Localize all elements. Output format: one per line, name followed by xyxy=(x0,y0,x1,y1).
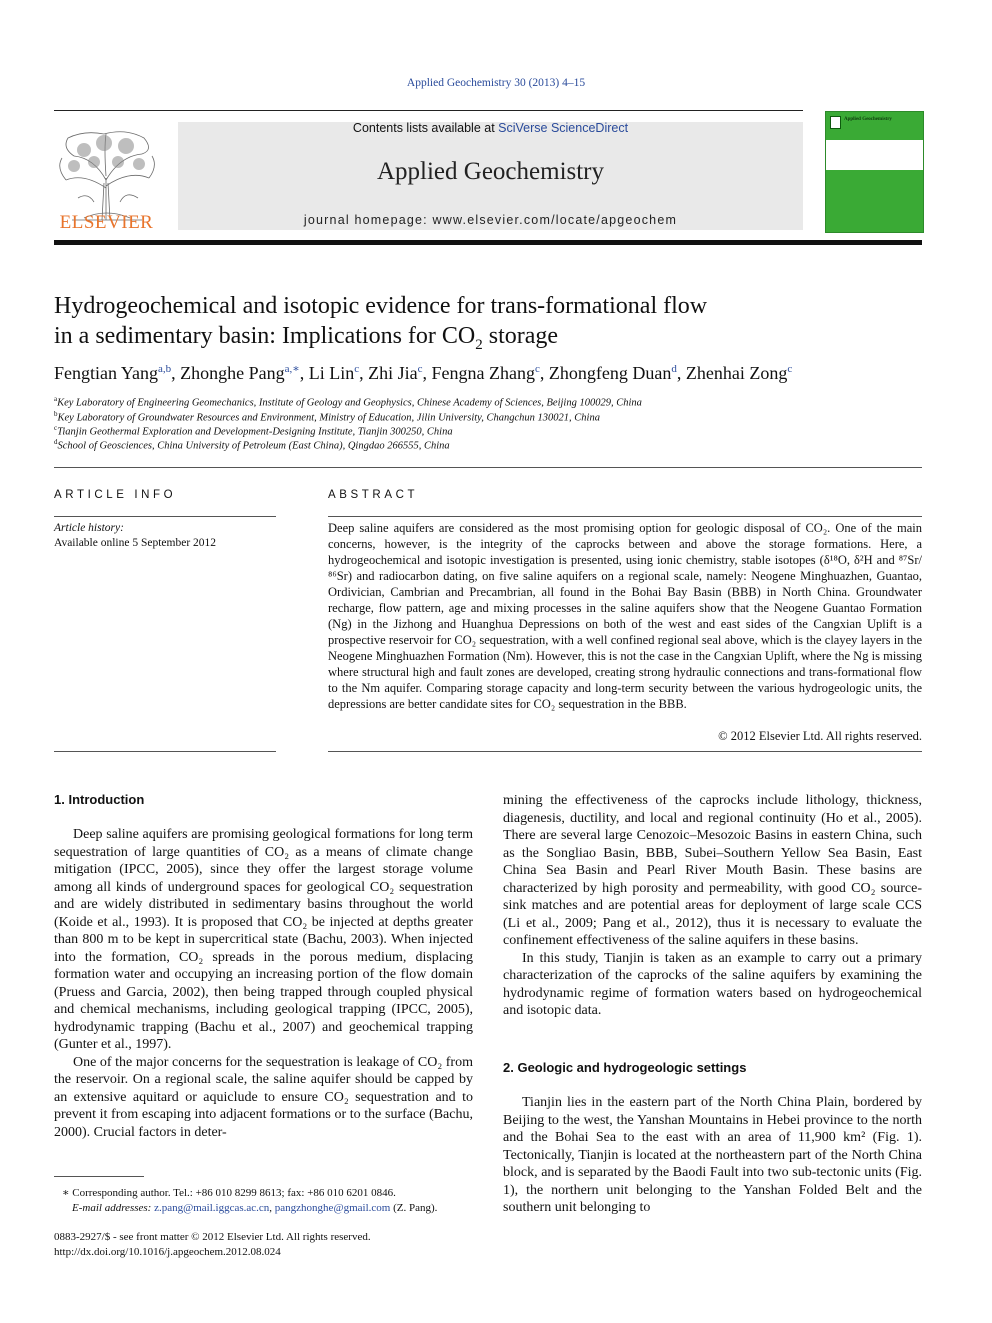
article-info-rule xyxy=(54,516,276,517)
abstract-heading: ABSTRACT xyxy=(328,489,419,501)
paragraph: Deep saline aquifers are promising geological formations for long term sequestration of large quantities of CO₂ as a means of climate change mitigation (IPCC, 2005), since they offer the largest storage volume among all kinds of underground spaces for geological CO₂ sequestration and are widely distributed in sedimentary basins throughout the world (Koide et al., 1993). It is proposed that CO₂ be injected at depths greater than 800 m to be kept in supercritical state (Bachu, 2003). When injected into the formation, CO₂ spreads in the porous medium, displacing formation water and occupying an increasing portion of the flow domain (Pruess and Garcia, 2002), then being trapped through coupled physical and chemical mechanisms, including geological trapping (IPCC, 2005), hydrodynamic trapping (Bachu et al., 2007) and geochemical trapping (Gunter et al., 1997). xyxy=(54,827,473,1052)
author-affiliation-mark[interactable]: c xyxy=(417,363,423,375)
author: Zhi Jia xyxy=(368,363,418,383)
author-affiliation-mark[interactable]: c xyxy=(787,363,793,375)
copyright: © 2012 Elsevier Ltd. All rights reserved. xyxy=(718,729,922,743)
author-affiliation-mark[interactable]: a,b xyxy=(158,363,172,375)
email-link[interactable]: z.pang@mail.iggcas.ac.cn xyxy=(154,1202,270,1214)
abstract-text: Deep saline aquifers are considered as the most promising option for geologic disposal of CO₂. One of the main concerns, however, is the integrity of the caprocks between and above the storage formations. Here, a hydrogeochemical and isotopic investigation is presented, using ionic chemistry, stable isotopes (δ¹⁸O, δ²H and ⁸⁷Sr/⁸⁶Sr) and radiocarbon dating, on five saline aquifers on a regional scale, namely: Neogene Minghuazhen, Guantao, Ordivician, Cambrian and Precambrian, all found in the Bohai Bay Basin (BBB) in North China. Groundwater recharge, flow pattern, age and mixing processes in the saline aquifers show that the Neogene Guantao Formation (Ng) in the Jizhong and Huanghua Depressions on both of the west and east sides of the Cangxian Uplift is a prospective reservoir for CO₂ sequestration, with a well confined regional seal above, which is the clayey layers in the Neogene Minghuazhen Formation (Nm). However, this is not the case in the Cangxian Uplift, where the Ng is missing where structural high and fault zones are developed, creating strong hydraulic connections and trans-formational flow to the Nm aquifer. Comparing storage capacity and long-term security between the various hydrogeologic units, the depressions are better candidate sites for CO₂ sequestration in the BBB. xyxy=(328,521,922,711)
section-2-heading: 2. Geologic and hydrogeologic settings xyxy=(503,1060,747,1075)
cover-band xyxy=(826,140,923,170)
sciencedirect-link[interactable]: SciVerse ScienceDirect xyxy=(498,121,629,135)
author: Li Lin xyxy=(308,363,355,383)
section-2-text xyxy=(503,1094,922,1217)
journal-name: Applied Geochemistry xyxy=(376,158,605,185)
article-title: Hydrogeochemical and isotopic evidence for trans-formational flow in a sedimentary basin: Implications for $CO_2$ storage xyxy=(54,293,708,353)
footnote-rule xyxy=(54,1176,144,1177)
affiliation: $^b$Key Laboratory of Groundwater Resources and Environment, Ministry of Education, Jilin University, Changchun 130021, China xyxy=(54,410,600,424)
affiliation-rule xyxy=(54,467,922,468)
homepage-link[interactable]: www.elsevier.com/locate/apgeochem xyxy=(432,213,678,227)
paragraph: Tianjin lies in the eastern part of the North China Plain, bordered by Beijing to the west, the Yanshan Mountains in Hebei province to the north and the Bohai Sea to the east with an area of 11,900 km² (Fig. 1). Tectonically, Tianjin is located at the northeastern part of the North China block, and is separated by the Baodi Fault into two sub-tectonic units (Fig. 1), the northern unit belonging to the Yanshan Folded Belt and the southern unit belonging to xyxy=(503,1095,922,1215)
author: Fengtian Yang xyxy=(54,363,159,383)
journal-homepage: journal homepage: www.elsevier.com/locate/apgeochem xyxy=(303,213,678,227)
cover-title: Applied Geochemistry xyxy=(844,117,892,122)
email-note: E-mail addresses: z.pang@mail.iggcas.ac.cn, pangzhonghe@gmail.com (Z. Pang). xyxy=(72,1202,438,1214)
issn-line: 0883-2927/$ - see front matter © 2012 Elsevier Ltd. All rights reserved. xyxy=(54,1231,371,1243)
author-list: Fengtian Yang$^{a,b}$, Zhonghe Pang$^{a,∗}$, Li Lin$^c$, Zhi Jia$^c$, Fengna Zhang$^c$, Zhongfeng Duan$^d$, Zhenhai Zong$^c$ xyxy=(54,363,793,383)
cover-logo-icon xyxy=(830,116,841,129)
section-1-heading: 1. Introduction xyxy=(54,792,145,807)
corresponding-author-note: ∗ Corresponding author. Tel.: +86 010 8299 8613; fax: +86 010 6201 0846. xyxy=(62,1187,396,1199)
contents-line: Contents lists available at SciVerse ScienceDirect xyxy=(352,121,629,135)
author-affiliation-mark[interactable]: c xyxy=(535,363,540,375)
doi-link[interactable]: http://dx.doi.org/10.1016/j.apgeochem.2012.08.024 xyxy=(54,1246,281,1258)
affiliation: $^a$Key Laboratory of Engineering Geomechanics, Institute of Geology and Geophysics, Chinese Academy of Sciences, Beijing 100029, China xyxy=(54,395,642,409)
abstract-rule xyxy=(328,516,922,517)
body-column-right xyxy=(503,792,922,1020)
affiliation: $^c$Tianjin Geothermal Exploration and Development-Designing Institute, Tianjin 300250, China xyxy=(54,424,453,438)
publisher-name: ELSEVIER xyxy=(59,212,154,233)
email-link[interactable]: pangzhonghe@gmail.com xyxy=(274,1202,391,1214)
affiliation: $^d$School of Geosciences, China University of Petroleum (East China), Qingdao 266555, China xyxy=(54,438,450,452)
author-affiliation-mark[interactable]: d xyxy=(671,363,677,375)
author: Fengna Zhang xyxy=(431,363,536,383)
body-column-left xyxy=(54,826,473,1141)
author: Zhenhai Zong xyxy=(685,363,788,383)
article-info-heading: ARTICLE INFO xyxy=(54,489,177,501)
journal-citation[interactable]: Applied Geochemistry 30 (2013) 4–15 xyxy=(406,77,586,89)
header-thick-rule xyxy=(54,240,922,245)
header-rule xyxy=(54,110,803,111)
journal-cover-thumbnail[interactable] xyxy=(825,111,924,233)
author: Zhongfeng Duan xyxy=(548,363,672,383)
abstract-bottom-rule xyxy=(328,751,922,752)
author-affiliation-mark[interactable]: a,∗ xyxy=(284,363,300,375)
history-label: Article history: xyxy=(54,522,124,534)
article-info-bottom-rule xyxy=(54,751,276,752)
author-affiliation-mark[interactable]: c xyxy=(354,363,360,375)
paragraph: In this study, Tianjin is taken as an example to carry out a primary characterization of the caprocks of the saline aquifers by examining the hydrodynamic regime of formation waters based on hydrogeochemical and isotopic data. xyxy=(503,950,922,1018)
history-value: Available online 5 September 2012 xyxy=(54,537,217,549)
paragraph: One of the major concerns for the sequestration is leakage of CO₂ from the reservoir. On a regional scale, the saline aquifer should be capped by an extensive aquitard or aquiclude to ensure CO₂ sequestration and to prevent it from escaping into adjacent formations or to the surface (Bachu, 2000). Crucial factors in deter- xyxy=(54,1054,473,1140)
paragraph: mining the effectiveness of the caprocks include lithology, thickness, diagenesis, ductility, and local and regional continuity (Ho et al., 2005). There are several large Cenozoic–Mesozoic Basins in eastern China, such as the Songliao Basin, BBB, Subei–Southern Yellow Sea Basin, East China Sea Basin and Pearl River Mouth Basin. These basins are characterized by high porosity and permeability, with good CO₂ source-sink matches and are potential areas for deployment of large scale CCS (Li et al., 2009; Pang et al., 2012), thus it is necessary to evaluate the confinement effectiveness of the saline aquifers in these basins. xyxy=(503,793,922,948)
author: Zhonghe Pang xyxy=(180,363,285,383)
